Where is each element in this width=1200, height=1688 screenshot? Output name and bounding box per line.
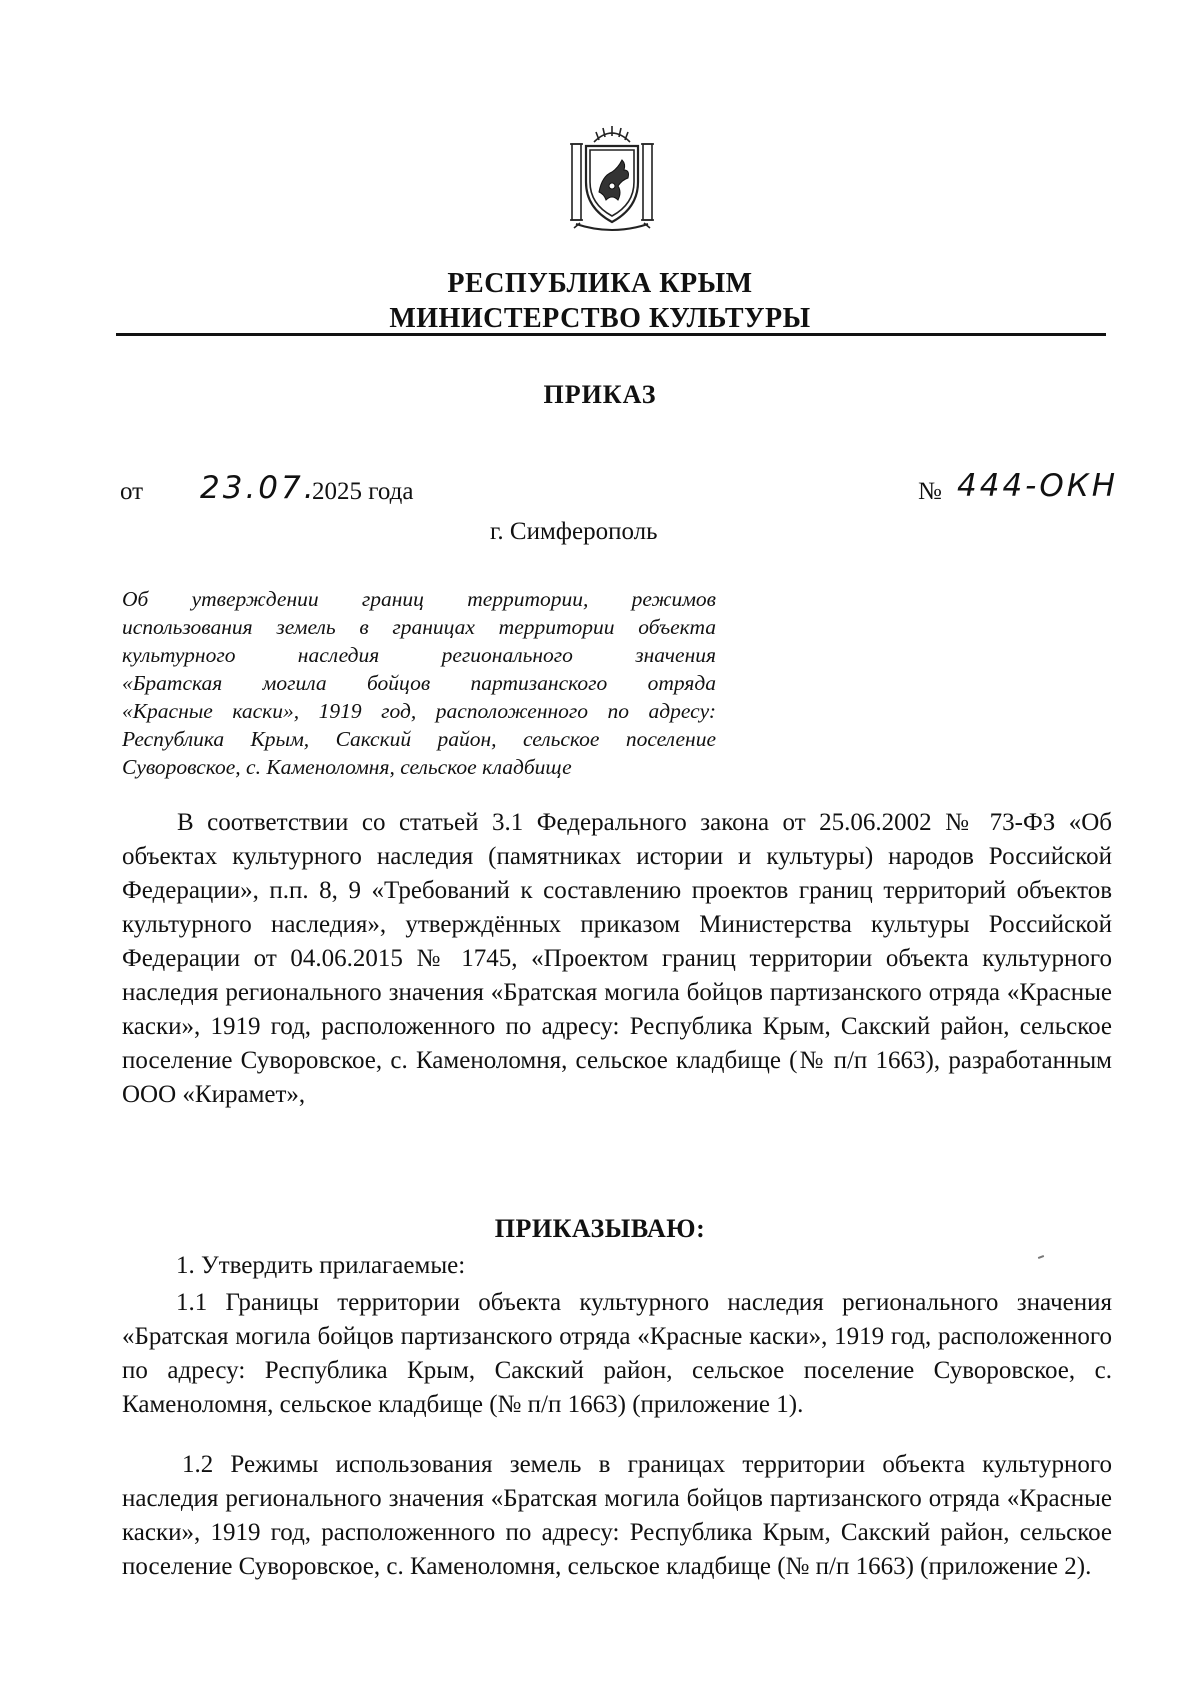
city: г. Симферополь bbox=[490, 518, 658, 545]
header-divider bbox=[116, 333, 1106, 336]
scan-mark bbox=[1038, 1255, 1044, 1259]
item-1-1: 1.1 Границы территории объекта культурного наследия регионального значения «Братская могила бойцов партизанского отряда «Красные каски», 1919 год, расположенного по адресу: Республика Крым, Сакский район, сельское поселение Суворовское, с. Каменоломня, сельское кладбище (№ п/п 1663) (приложение 1). bbox=[122, 1289, 1112, 1418]
handwritten-date: 23.07. bbox=[200, 470, 317, 506]
number-label: № bbox=[918, 478, 942, 505]
date-year: 2025 года bbox=[312, 478, 414, 505]
subject-line: Республика Крым, Сакский район, сельское поселение bbox=[122, 727, 716, 751]
order-heading: ПРИКАЗЫВАЮ: bbox=[494, 1214, 706, 1243]
preamble-paragraph: В соответствии со статьей 3.1 Федерального закона от 25.06.2002 № 73-ФЗ «Об объектах культурного наследия (памятниках истории и культуры) народов Российской Федерации», п.п. 8, 9 «Требований к составлению проектов границ территорий объектов культурного наследия», утверждённых приказом Министерства культуры Российской Федерации от 04.06.2015 № 1745, «Проектом границ территории объекта культурного наследия регионального значения «Братская могила бойцов партизанского отряда «Красные каски», 1919 год, расположенного по адресу: Республика Крым, Сакский район, сельское поселение Суворовское, с. Каменоломня, сельское кладбище (№ п/п 1663), разработанным ООО «Кирамет», bbox=[122, 809, 1112, 1108]
subject-line: «Братская могила бойцов партизанского отряда bbox=[122, 671, 716, 695]
subject-line: «Красные каски», 1919 год, расположенного по адресу: bbox=[122, 699, 716, 723]
date-prefix: от bbox=[120, 478, 144, 505]
ministry-title: МИНИСТЕРСТВО КУЛЬТУРЫ bbox=[389, 303, 811, 334]
republic-title: РЕСПУБЛИКА КРЫМ bbox=[447, 268, 753, 299]
subject-line: Суворовское, с. Каменоломня, сельское кладбище bbox=[122, 755, 572, 779]
subject-line: Об утверждении границ территории, режимов bbox=[122, 587, 716, 611]
document-type: ПРИКАЗ bbox=[543, 380, 657, 409]
crimea-coat-of-arms-icon bbox=[566, 120, 658, 234]
item-1: 1. Утвердить прилагаемые: bbox=[176, 1252, 466, 1279]
subject-line: использования земель в границах территории объекта bbox=[122, 615, 716, 639]
handwritten-number: 444-ОКН bbox=[957, 468, 1119, 504]
subject-line: культурного наследия регионального значения bbox=[122, 643, 716, 667]
item-1-2: 1.2 Режимы использования земель в границах территории объекта культурного наследия регионального значения «Братская могила бойцов партизанского отряда «Красные каски», 1919 год, расположенного по адресу: Республика Крым, Сакский район, сельское поселение Суворовское, с. Каменоломня, сельское кладбище (№ п/п 1663) (приложение 2). bbox=[122, 1451, 1112, 1580]
order-subject bbox=[122, 585, 716, 781]
